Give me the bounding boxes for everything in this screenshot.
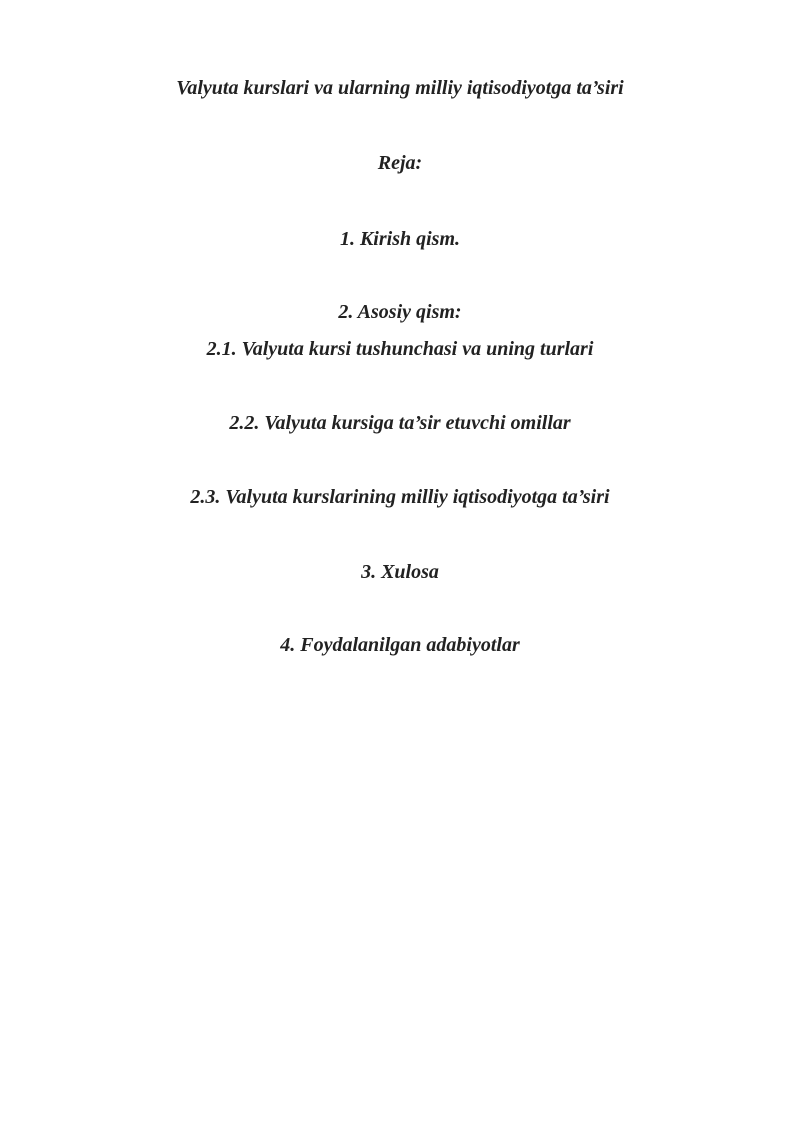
plan-item-conclusion: 3. Xulosa <box>361 561 439 583</box>
plan-item-2-1: 2.1. Valyuta kursi tushunchasi va uning turlari <box>206 338 594 360</box>
plan-item-main-part: 2. Asosiy qism: <box>338 301 462 323</box>
document-title: Valyuta kurslari va ularning milliy iqtisodiyotga ta’siri <box>176 77 624 99</box>
plan-item-2-3: 2.3. Valyuta kurslarining milliy iqtisodiyotga ta’siri <box>190 486 610 508</box>
plan-item-introduction: 1. Kirish qism. <box>339 228 461 250</box>
plan-heading: Reja: <box>377 152 423 174</box>
plan-item-2-2: 2.2. Valyuta kursiga ta’sir etuvchi omillar <box>229 412 571 434</box>
plan-item-references: 4. Foydalanilgan adabiyotlar <box>280 634 520 656</box>
